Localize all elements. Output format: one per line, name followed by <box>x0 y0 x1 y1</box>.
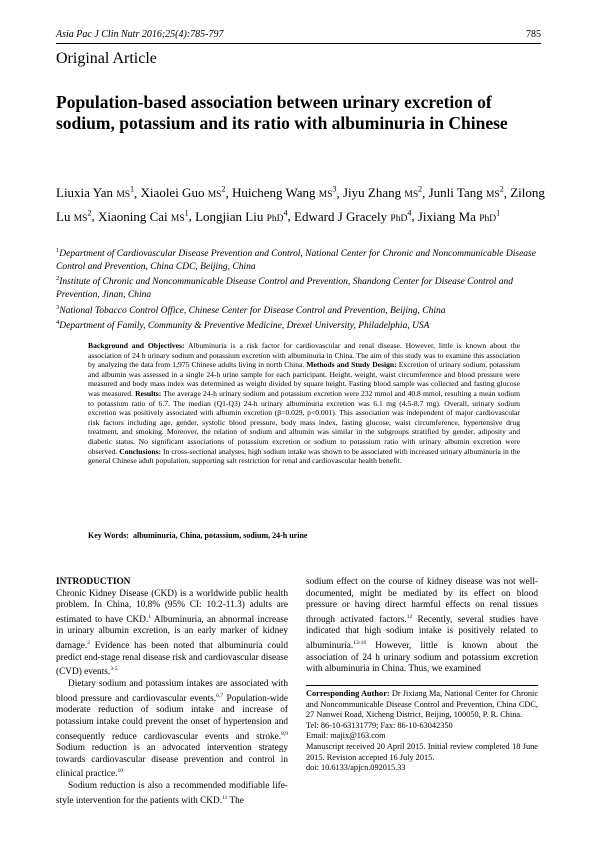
author <box>232 185 337 200</box>
author-degree: MS <box>485 190 500 201</box>
citation-marker: 8,9 <box>281 730 288 737</box>
author <box>98 209 189 224</box>
author-degree: PhD <box>266 213 284 224</box>
affiliation-text: Department of Cardiovascular Disease Prevention and Control, National Center for Chronic and Noncommunicable Disease Control and Prevention, China CDC, Beijing, China <box>56 249 536 272</box>
author-affiliation-marker: 2 <box>418 185 423 194</box>
body-text: Albuminuria, an abnormal increase in urinary albumin excretion, is an early marker of kidney damage. <box>56 614 289 652</box>
body-text: Recently, several studies have indicated that high sodium intake is positively related to albuminuria. <box>306 614 538 652</box>
author-degree: MS <box>170 213 185 224</box>
citation-marker: 13-16 <box>353 640 367 647</box>
citation-marker: 12 <box>406 613 413 620</box>
author-name: Xiaoning Cai <box>97 208 171 224</box>
author-affiliation-marker: 2 <box>499 185 504 194</box>
article-type: Original Article <box>56 50 157 67</box>
affiliation-list <box>56 245 546 333</box>
citation-marker: 11 <box>222 794 228 801</box>
affiliation <box>56 302 546 318</box>
author <box>294 209 411 224</box>
author-separator: , <box>336 185 343 201</box>
body-text: sodium effect on the course of kidney disease was not well-documented, might be mediated by its effect on blood pressure or having direct harmful effects on renal tissues through activated factors. <box>306 577 538 625</box>
body-text: Population-wide moderate reduction of sodium intake and increase of potassium intake could prevent the onset of hypertension and consequently reduce cardiovascular events and stroke. <box>56 693 289 742</box>
body-paragraph <box>56 589 288 679</box>
author <box>429 185 504 200</box>
abstract-section-text: Albuminuria is a risk factor for cardiovascular and renal disease. However, little is known about the association of 24 h urinary sodium and potassium excretion with albuminuria in China. The aim of this study was to examine this association by analyzing the data from 1,975 Chinese adults living in north China. <box>88 341 520 370</box>
author-separator: , <box>91 208 98 224</box>
author-name: Huicheng Wang <box>231 185 319 201</box>
doi: doi: 10.6133/apjcn.092015.33 <box>306 763 406 773</box>
article-title: Population-based association between urinary excretion of sodium, potassium and its ratio with albuminuria in Chinese <box>56 92 508 133</box>
keywords <box>88 531 520 540</box>
right-column <box>306 577 538 676</box>
author-affiliation-marker: 2 <box>87 208 92 218</box>
author-degree: MS <box>207 190 222 201</box>
author-affiliation-marker: 4 <box>407 208 412 218</box>
body-text: However, little is known about the association of 24 h urinary sodium and potassium excretion with albuminuria in China. Thus, we examined <box>306 641 538 675</box>
author-degree: PhD <box>390 213 408 224</box>
affiliation <box>56 317 546 333</box>
author-affiliation-marker: 2 <box>221 185 226 194</box>
affiliation-text: National Tobacco Control Office, Chinese Center for Disease Control and Prevention, Beijing, China <box>59 305 446 316</box>
author-degree: MS <box>116 190 131 201</box>
page-number: 785 <box>526 29 541 40</box>
keywords-label: Key Words: <box>88 531 129 540</box>
citation-marker: 3-5 <box>110 666 118 673</box>
author-separator: , <box>411 208 418 224</box>
body-text: Chronic Kidney Disease (CKD) is a worldwide public health problem. In China, 10.8% (95% CI: 10.2-11.3) adults are estimated to have CKD. <box>56 588 288 625</box>
affiliation-text: Institute of Chronic and Noncommunicable Disease Control and Prevention, Shandong Center for Disease Control and Prevention, Jinan, China <box>56 277 514 301</box>
affiliation <box>56 273 546 301</box>
author-degree: MS <box>318 190 333 201</box>
author-name: Xiaolei Guo <box>140 185 208 201</box>
citation-marker: 1 <box>148 613 152 620</box>
abstract-section-label: Methods and Study Design: <box>306 360 397 370</box>
author-separator: , <box>503 185 511 201</box>
author-name: Longjian Liu <box>195 208 267 224</box>
author-affiliation-marker: 1 <box>130 185 135 194</box>
body-text: The <box>227 795 244 806</box>
author-separator: , <box>287 208 295 224</box>
abstract-section-text: In cross-sectional analyses, high sodium intake was shown to be associated with increased urinary albuminuria in the general Chinese adult population, supporting salt restriction for renal and cardiovascular health benefit. <box>88 446 520 466</box>
author <box>56 185 134 200</box>
author-affiliation-marker: 4 <box>283 208 288 218</box>
author-name: Zilong Lu <box>56 185 545 224</box>
body-text: Evidence has been noted that albuminuria could predict end-stage renal disease risk and cardiovascular disease (CVD) events. <box>56 641 288 678</box>
body-text: Sodium reduction is an advocated intervention strategy towards cardiovascular disease prevention and control in clinical practice. <box>56 743 288 780</box>
affiliation-number: 4 <box>56 319 60 327</box>
author-separator: , <box>225 185 232 201</box>
body-text: Sodium reduction is also a recommended modifiable life-style intervention for the patients with CKD. <box>56 781 288 806</box>
author-name: Jixiang Ma <box>417 208 480 224</box>
keywords-text: albuminuria, China, potassium, sodium, 24-h urine <box>132 531 308 540</box>
affiliation-number: 3 <box>56 303 60 311</box>
author-affiliation-marker: 1 <box>184 208 189 218</box>
correspondence-email: Email: majix@163.com <box>306 731 386 741</box>
correspondence-label: Corresponding Author: <box>306 689 390 698</box>
correspondence-block <box>306 689 538 774</box>
affiliation-number: 1 <box>56 247 60 254</box>
correspondence-tel: Tel: 86-10-63131779; Fax: 86-10-63042350 <box>306 720 453 730</box>
author-name: Liuxia Yan <box>56 185 117 201</box>
abstract-section-label: Background and Objectives: <box>88 341 185 350</box>
author <box>195 209 287 224</box>
abstract-section-text: Excretion of urinary sodium, potassium and albumin was assessed in a single 24-h urine sample for each participant. Height, weight, waist circumference and blood pressure were measured and body mass index was determined as weight divided by square height. Fasting blood sample was collected and fasting glucose was measured. <box>88 360 521 398</box>
author-separator: , <box>422 185 429 201</box>
affiliation <box>56 245 546 273</box>
body-text: Dietary sodium and potassium intakes are associated with blood pressure and cardiovascular events. <box>56 679 288 704</box>
journal-citation: Asia Pac J Clin Nutr 2016;25(4):785-797 <box>56 29 224 40</box>
author-separator: , <box>188 208 196 224</box>
correspondence-divider <box>306 685 538 686</box>
body-paragraph <box>56 781 288 807</box>
author-separator: , <box>134 185 141 201</box>
author-affiliation-marker: 1 <box>496 208 501 218</box>
author <box>418 209 500 224</box>
citation-marker: 10 <box>117 768 123 775</box>
author-degree: MS <box>73 213 88 224</box>
author-name: Edward J Gracely <box>294 208 391 224</box>
correspondence-address <box>306 689 538 721</box>
author-affiliation-marker: 3 <box>332 185 337 194</box>
body-paragraph <box>306 577 538 676</box>
citation-marker: 2 <box>87 640 90 647</box>
author-list <box>56 181 546 228</box>
author <box>343 185 422 200</box>
author-degree: PhD <box>479 213 497 224</box>
abstract <box>88 341 520 466</box>
abstract-section-text: The average 24-h urinary sodium and potassium excretion were 232 mmol and 40.8 mmol, resulting a mean sodium to potassium ratio of 6.7. The median (Q1-Q3) 24-h urinary albuminuria excretion was 6.1 mg (4.5-8.7 mg). Overall, urinary sodium excretion was positively associated with albumin excretion (β=0.029, p<0.001). This association was independent of major cardiovascular risk factors including age, gender, systolic blood pressure, body mass index, fasting glucose, waist circumference, hypertensive drug treatment, and smoking. Moreover, the relation of sodium and albumin was similar in the subgroups stratified by gender, adiposity and diabetic status. No significant associations of potassium excretion or sodium to potassium ratio with urinary albumin excretion were observed. <box>88 388 520 456</box>
header-divider <box>56 43 541 44</box>
section-heading-introduction: INTRODUCTION <box>56 577 131 587</box>
author <box>141 185 226 200</box>
author-name: Junli Tang <box>428 185 486 201</box>
affiliation-number: 2 <box>56 275 60 283</box>
body-paragraph <box>56 679 288 781</box>
citation-marker: 6,7 <box>216 692 223 699</box>
left-column <box>56 577 288 807</box>
abstract-section-label: Conclusions: <box>119 446 162 456</box>
correspondence-text: Dr Jixiang Ma, National Center for Chronic and Noncommunicable Disease Control and Prevention, China CDC, 27 Nanwei Road, Xicheng District, Beijing, 100050, P. R. China. <box>306 689 538 720</box>
manuscript-dates: Manuscript received 20 April 2015. Initial review completed 18 June 2015. Revision accepted 16 July 2015. <box>306 741 538 762</box>
abstract-section-label: Results: <box>135 388 162 398</box>
author-degree: MS <box>404 190 419 201</box>
affiliation-text: Department of Family, Community & Preventive Medicine, Drexel University, Philadelphia, USA <box>59 321 430 332</box>
author-name: Jiyu Zhang <box>342 185 405 201</box>
